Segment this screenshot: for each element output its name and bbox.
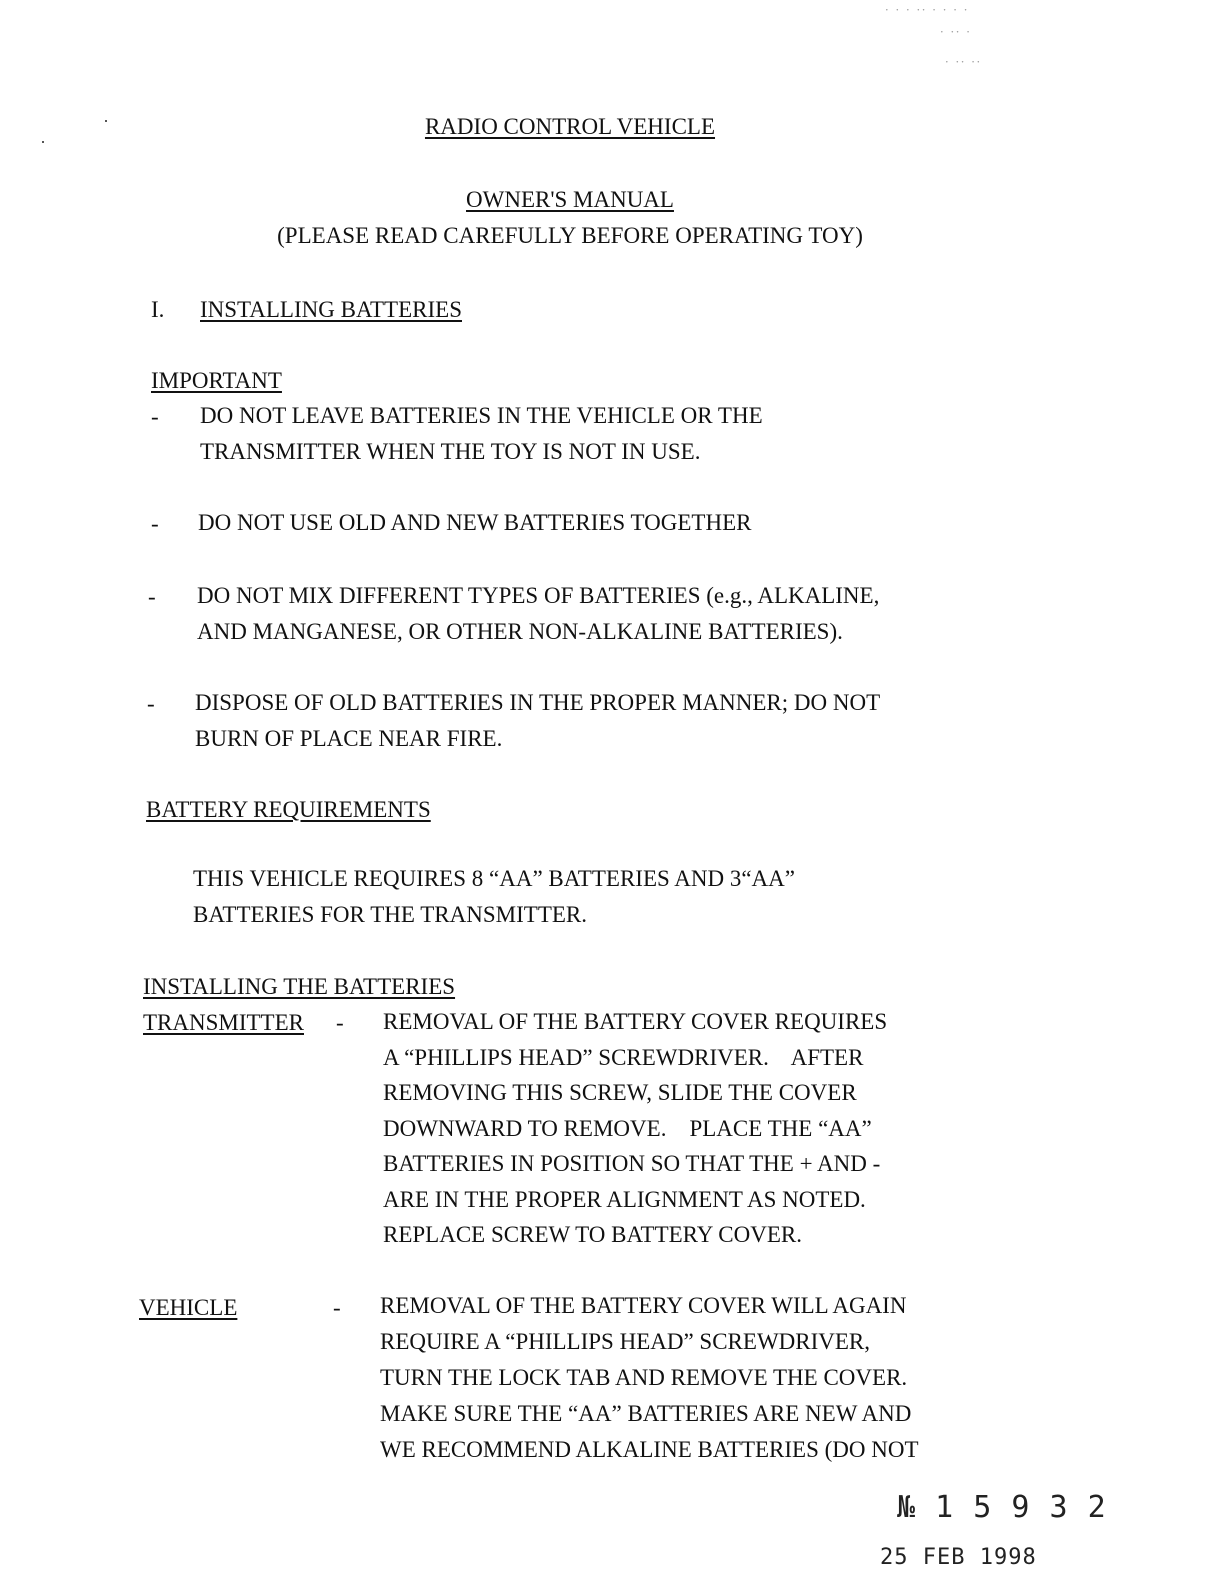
transmitter-label: TRANSMITTER [143,1010,304,1035]
handwritten-note-line-1: · · · ·· · · · · [885,2,969,17]
bullet-dash: - [148,584,156,609]
important-heading: IMPORTANT [151,368,282,393]
instruction-line: ARE IN THE PROPER ALIGNMENT AS NOTED. [383,1186,866,1212]
instruction-line: MAKE SURE THE “AA” BATTERIES ARE NEW AND [380,1401,912,1426]
handwritten-note-line-2: · ·· · [940,24,972,39]
vehicle-dash: - [333,1295,341,1320]
requirements-line: BATTERIES FOR THE TRANSMITTER. [193,902,588,927]
instruction-line: DOWNWARD TO REMOVE. PLACE THE “AA” [383,1115,872,1141]
handwritten-note-line-3: · ·· ·· [945,54,982,69]
requirements-heading: BATTERY REQUIREMENTS [146,797,431,822]
instruction-line: A “PHILLIPS HEAD” SCREWDRIVER. AFTER [383,1044,864,1070]
bullet-line: DO NOT USE OLD AND NEW BATTERIES TOGETHER [198,510,752,535]
document-note: (PLEASE READ CAREFULLY BEFORE OPERATING TOY) [277,223,863,248]
document-title: RADIO CONTROL VEHICLE [424,114,716,139]
bullet-text [198,505,751,541]
requirements-text [193,861,795,933]
bullet-dash: - [151,511,159,536]
bullet-line: AND MANGANESE, OR OTHER NON-ALKALINE BATTERIES). [197,619,843,644]
instruction-line: REMOVAL OF THE BATTERY COVER WILL AGAIN [380,1293,907,1318]
instruction-line: TURN THE LOCK TAB AND REMOVE THE COVER. [380,1365,908,1390]
scan-speck [42,141,44,143]
bullet-dash: - [147,691,155,716]
instruction-line: WE RECOMMEND ALKALINE BATTERIES (DO NOT [380,1437,919,1462]
stamp-number: № 1 5 9 3 2 [897,1490,1107,1525]
bullet-line: DISPOSE OF OLD BATTERIES IN THE PROPER MANNER; DO NOT [195,690,881,715]
bullet-text [195,685,880,757]
section-heading: INSTALLING BATTERIES [200,297,462,322]
requirements-line: THIS VEHICLE REQUIRES 8 “AA” BATTERIES AND 3“AA” [193,866,795,891]
bullet-line: BURN OF PLACE NEAR FIRE. [195,726,503,751]
stamp-date: 25 FEB 1998 [880,1545,1037,1570]
document-subtitle: OWNER'S MANUAL [466,187,674,212]
section-number: I. [151,297,165,322]
bullet-line: DO NOT LEAVE BATTERIES IN THE VEHICLE OR THE [200,403,763,428]
transmitter-dash: - [336,1010,344,1035]
transmitter-instructions [383,1004,887,1253]
vehicle-instructions [380,1288,919,1468]
bullet-text [200,398,763,470]
instruction-line: REQUIRE A “PHILLIPS HEAD” SCREWDRIVER, [380,1329,871,1354]
bullet-line: TRANSMITTER WHEN THE TOY IS NOT IN USE. [200,439,701,464]
instruction-line: REMOVING THIS SCREW, SLIDE THE COVER [383,1080,857,1105]
installing-heading: INSTALLING THE BATTERIES [143,974,456,999]
instruction-line: BATTERIES IN POSITION SO THAT THE + AND - [383,1151,881,1176]
bullet-line: DO NOT MIX DIFFERENT TYPES OF BATTERIES (e.g., ALKALINE, [197,583,880,608]
instruction-line: REMOVAL OF THE BATTERY COVER REQUIRES [383,1009,888,1034]
vehicle-label: VEHICLE [139,1295,238,1320]
instruction-line: REPLACE SCREW TO BATTERY COVER. [383,1222,802,1247]
bullet-dash: - [151,404,159,429]
bullet-text [197,578,879,650]
